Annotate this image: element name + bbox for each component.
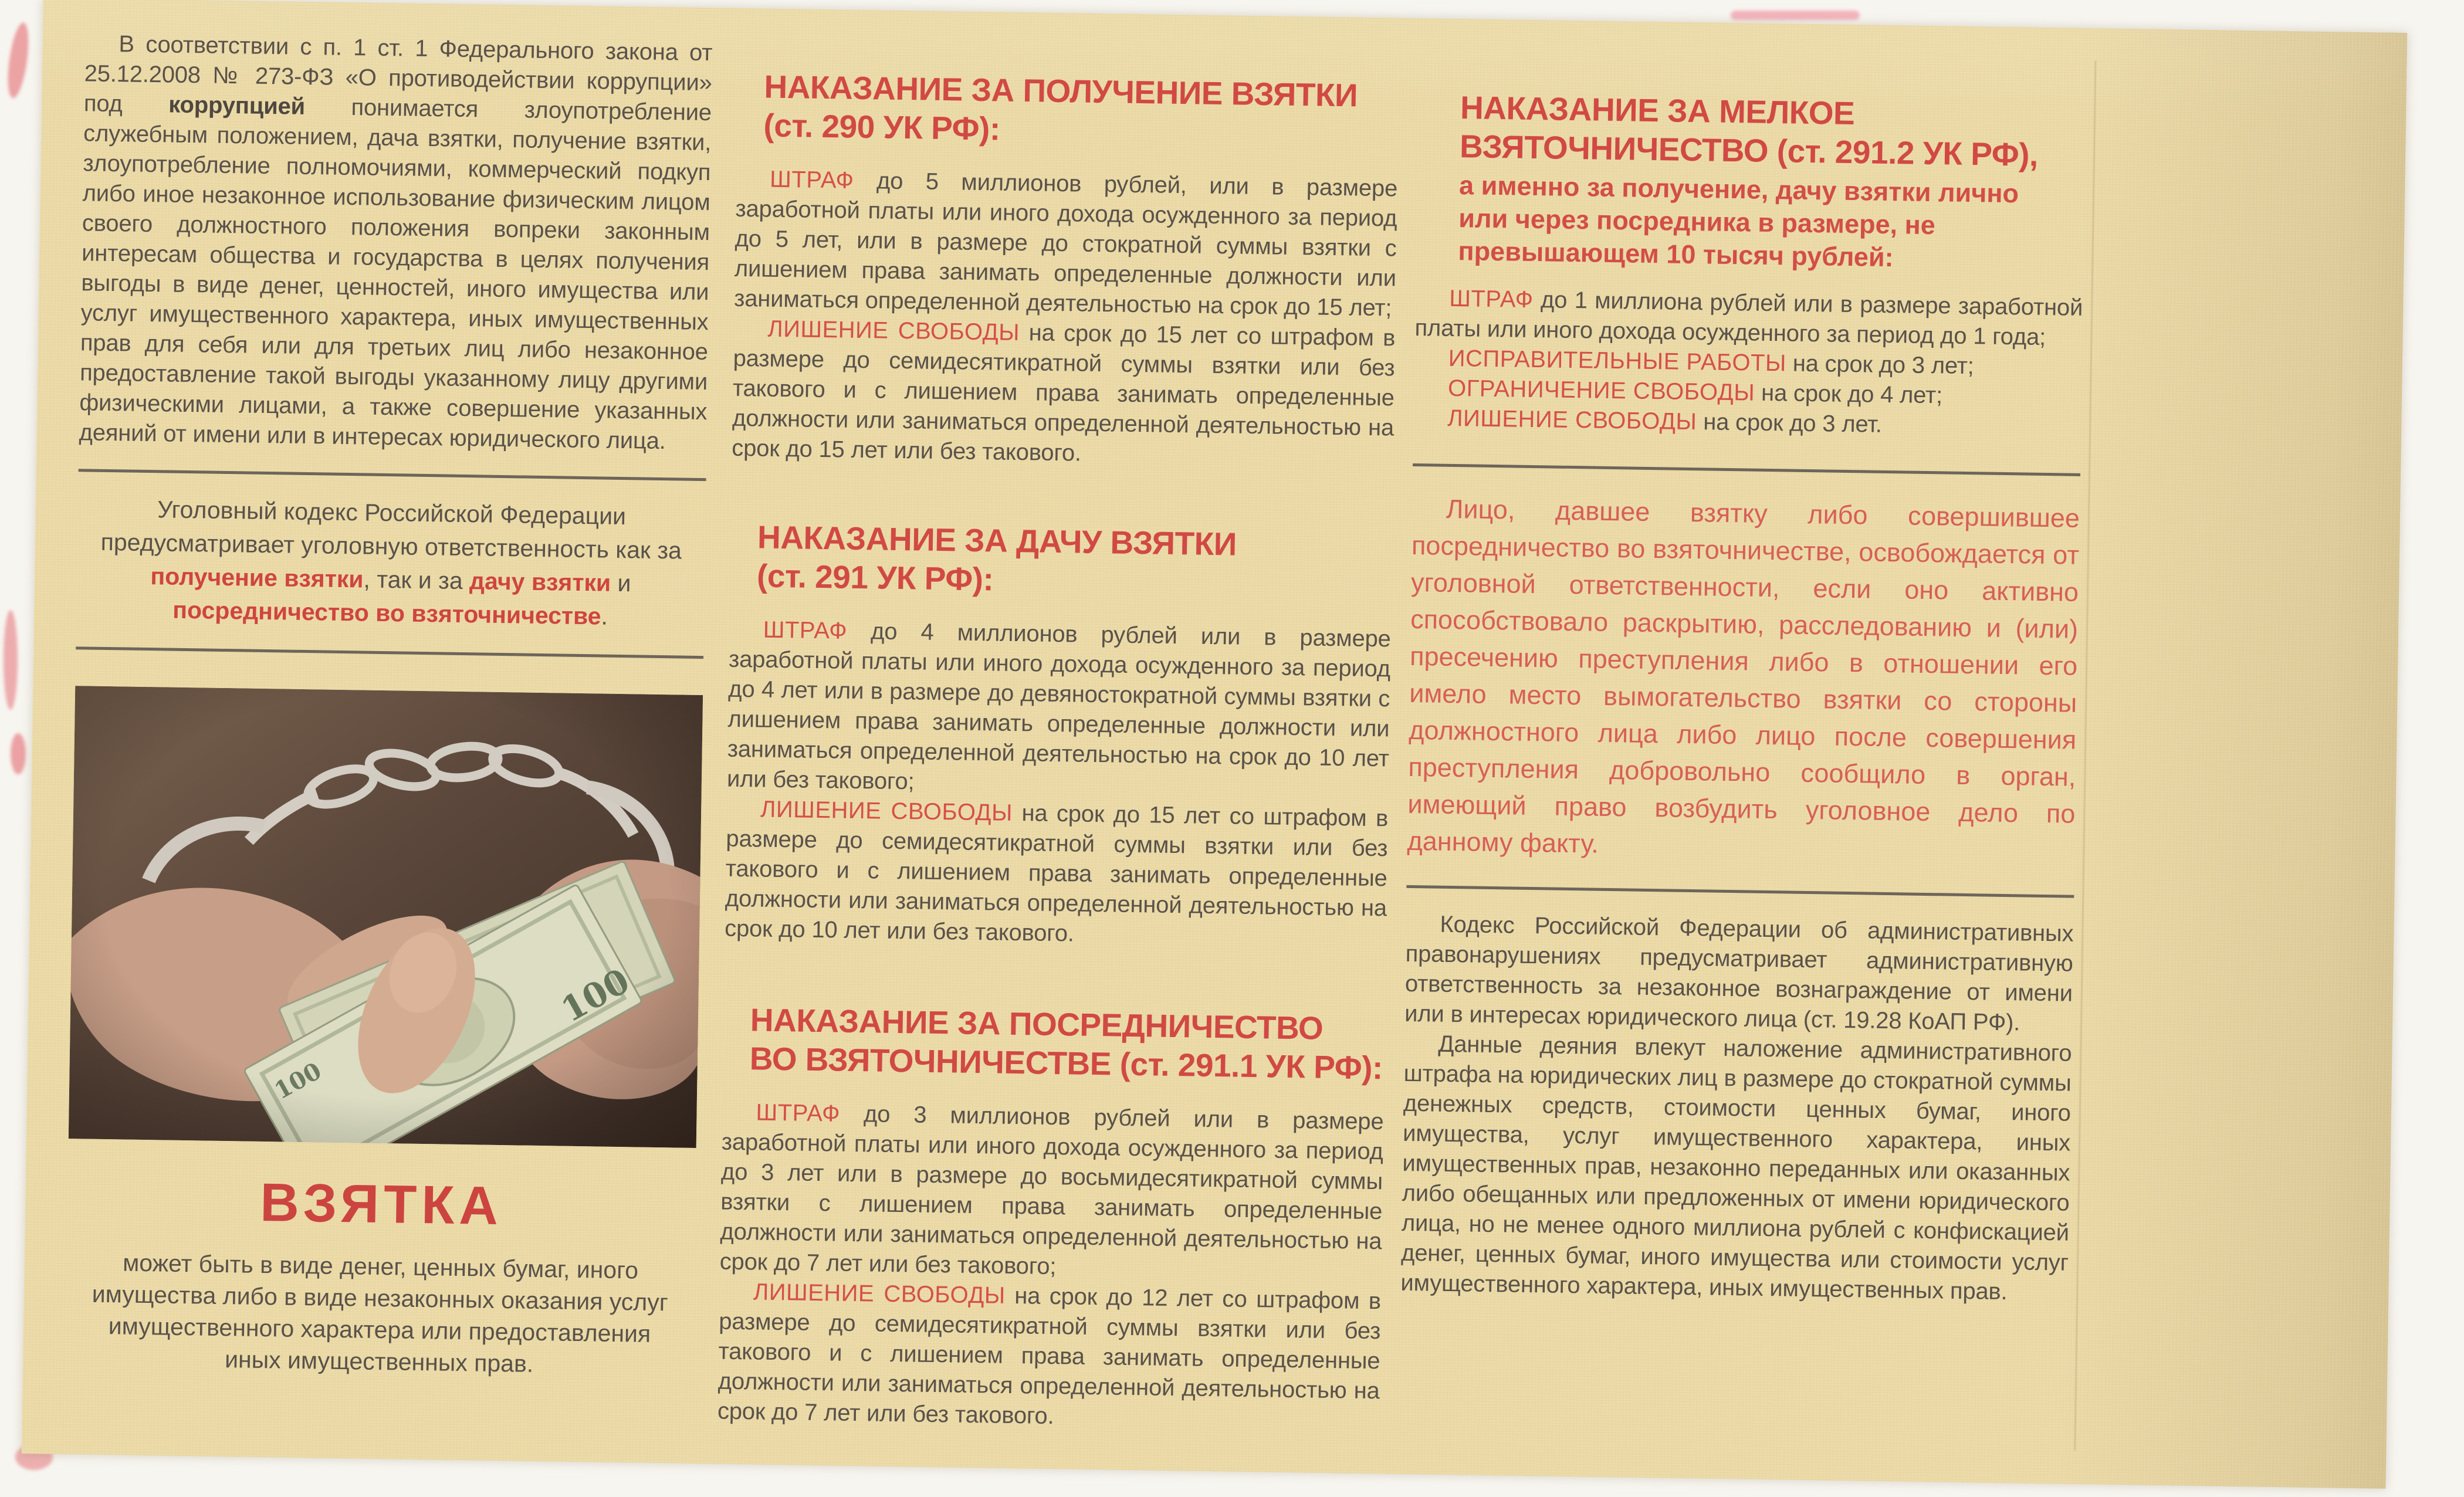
penalty-lead: ИСПРАВИТЕЛЬНЫЕ РАБОТЫ xyxy=(1448,345,1787,377)
divider xyxy=(1406,885,2074,898)
brochure-page xyxy=(22,0,2407,1489)
penalty-text: до 5 миллионов рублей, или в размере заработной платы или иного дохода осужденного за период до 5 лет, или в размере до стократной суммы взятки с лишением права занимать определенные должности или заниматься определенной деятельностью на срок до 15 лет; xyxy=(733,167,1398,321)
penalty-lead: ШТРАФ xyxy=(769,166,854,194)
bribe-heading: ВЗЯТКА xyxy=(259,1172,503,1237)
liability-release-note: Лицо, давшее взятку либо совершившее посредничество во взяточничестве, освобождается от уголовной ответственности, если оно активно способствовало раскрытию, расследованию и (или) пресечению преступления либо в отношении его имело место вымогательство взятки со стороны должностного лица либо лицо после совершения преступления добровольно сообщило в орган, имеющий право возбудить уголовное дело по данному факту. xyxy=(1407,493,2080,859)
penalty-text: до 4 миллионов рублей или в размере заработной платы или иного дохода осужденного за период до 4 лет или в размере до девяностократной суммы взятки с лишением права занимать определенные должности или заниматься определенной деятельностью на срок до 10 лет или без такового; xyxy=(726,618,1391,795)
penalty-lead: ШТРАФ xyxy=(763,617,848,644)
section-petty-bribery xyxy=(1413,87,2086,443)
text-segment: дачу взятки xyxy=(469,567,611,597)
penalty-lead: ЛИШЕНИЕ СВОБОДЫ xyxy=(760,796,1013,826)
section-title: НАКАЗАНИЕ ЗА ДАЧУ ВЗЯТКИ xyxy=(757,519,1237,563)
penalty-text: на срок до 3 лет. xyxy=(1697,409,1883,438)
scan-smudge xyxy=(4,610,18,710)
penalty-lead: ЛИШЕНИЕ СВОБОДЫ xyxy=(767,316,1020,346)
penalty-lead: ОГРАНИЧЕНИЕ СВОБОДЫ xyxy=(1447,375,1755,406)
section-title-article: ВЗЯТОЧНИЧЕСТВО (ст. 291.2 УК РФ), xyxy=(1459,128,2039,173)
criminal-code-note xyxy=(76,492,706,635)
penalty-text: на срок до 15 лет со штрафом в размере до семидесятикратной суммы взятки или без такового и с лишением права занимать определенные должности или заниматься определенной деятельностью на срок до 10 лет или без такового. xyxy=(724,800,1389,947)
scan-smudge xyxy=(11,733,26,774)
penalty-lead: ЛИШЕНИЕ СВОБОДЫ xyxy=(1447,405,1697,435)
text-segment: , так и за xyxy=(363,565,470,595)
penalty-paragraph xyxy=(732,314,1396,473)
penalty-text: на срок до 12 лет со штрафом в размере до семидесятикратной суммы взятки или без такового и с лишением права занимать определенные должности или заниматься определенной деятельностью на срок до 7 лет или без такового. xyxy=(717,1282,1382,1430)
section-title: НАКАЗАНИЕ ЗА ПОЛУЧЕНИЕ ВЗЯТКИ xyxy=(764,68,1358,114)
section-title-article: (ст. 291 УК РФ): xyxy=(756,557,994,598)
text-segment: и xyxy=(610,569,638,597)
handcuffs-money-photo xyxy=(69,686,703,1148)
penalty-paragraph xyxy=(717,1277,1382,1437)
koap-paragraph: Кодекс Российской Федерации об административных правонарушениях предусматривает административную ответственность за незаконное вознаграждение от имени или в интересах юридического лица (ст. 19.28 КоАП РФ). xyxy=(1404,911,2074,1036)
section-bribe-taking xyxy=(732,67,1399,473)
right-column xyxy=(1400,87,2086,1308)
bribe-definition: может быть в виде денег, ценных бумаг, иного имущества либо в виде незаконных оказания услуг имущественного характера или предоставления иных имущественных прав. xyxy=(92,1249,669,1377)
penalty-text: до 3 миллионов рублей или в размере заработной платы или иного дохода осужденного за период до 3 лет или в размере до восьмидесятикратной суммы взятки с лишением права занимать определенные должности или заниматься определенной деятельностью на срок до 7 лет или без такового; xyxy=(719,1100,1384,1280)
penalty-text: до 1 миллиона рублей или в размере заработной платы или иного дохода осужденного за период до 1 года; xyxy=(1414,286,2083,350)
penalty-text: на срок до 15 лет со штрафом в размере до семидесятикратной суммы взятки или без такового и с лишением права занимать определенные должности или заниматься определенной деятельностью на срок до 15 лет или без такового. xyxy=(732,320,1396,466)
penalty-lead: ШТРАФ xyxy=(756,1099,841,1127)
middle-column xyxy=(717,67,1399,1436)
penalty-paragraph xyxy=(734,164,1398,324)
section-bribery-mediation xyxy=(717,1000,1386,1437)
text-segment: посредничество во взяточничестве xyxy=(172,596,601,630)
text-segment: коррупцией xyxy=(168,92,306,120)
scan-streak xyxy=(1731,11,1860,20)
text-segment: понимается злоупотребление служебным положением, дача взятки, получение взятки, злоупотребление полномочиями, коммерческий подкуп либо иное незаконное использование физическим лицом своего должностного положения вопреки законным интересам общества и государства в целях получения выгоды в виде денег, ценностей, иного имущества или услуг имущественного характера, иных имущественных прав для себя или для третьих лиц либо незаконное предоставление такой выгоды указанному лицу другими физическими лицами, а также совершение указанных деяний от имени или в интересах юридического лица. xyxy=(79,93,719,455)
penalty-lead: ЛИШЕНИЕ СВОБОДЫ xyxy=(753,1279,1006,1309)
scan-smudge xyxy=(4,22,32,100)
divider xyxy=(79,469,706,481)
penalty-paragraph xyxy=(727,615,1391,804)
section-bribe-giving xyxy=(725,517,1393,954)
penalty-paragraph xyxy=(1414,283,2083,353)
penalty-paragraph xyxy=(719,1098,1383,1287)
section-title-article: (ст. 290 УК РФ): xyxy=(763,107,1001,147)
section-title: НАКАЗАНИЕ ЗА ПОСРЕДНИЧЕСТВО xyxy=(750,1001,1324,1046)
text-segment: получение взятки xyxy=(150,563,364,593)
divider xyxy=(1413,463,2080,476)
penalty-text: на срок до 4 лет; xyxy=(1754,380,1943,409)
koap-paragraph: Данные деяния влекут наложение административного штрафа на юридических лиц в размере до стократной суммы денежных средств, стоимости ценных бумаг, иного имущества, услуг имущественного характера, иных имущественных прав, незаконно переданных или оказанных либо обещанных или предложенных от имени юридического лица, но не менее одного миллиона рублей с конфискацией денег, ценных бумаг, иного имущества или стоимости услуг имущественного характера, иных имущественных прав. xyxy=(1400,1031,2072,1305)
divider xyxy=(76,646,703,659)
corruption-definition-paragraph xyxy=(79,29,719,457)
text-segment: . xyxy=(601,602,608,630)
text-segment: В соответствии с п. 1 ст. 1 Федерального закона от 25.12.2008 № 273-ФЗ «О противодействии коррупции» под xyxy=(83,31,719,118)
petty-bribery-subtitle: а именно за получение, дачу взятки лично или через посредника в размере, не превышающем 10 тысяч рублей: xyxy=(1458,170,2019,273)
section-title-article: ВО ВЗЯТОЧНИЧЕСТВЕ (ст. 291.1 УК РФ): xyxy=(749,1040,1383,1086)
left-column xyxy=(65,29,719,1382)
penalty-lead: ШТРАФ xyxy=(1448,285,1534,313)
penalty-paragraph xyxy=(725,794,1389,954)
section-title: НАКАЗАНИЕ ЗА МЕЛКОЕ xyxy=(1460,89,1855,132)
text-segment: Уголовный кодекс Российской Федерации предусматривает уголовную ответственность как за xyxy=(100,496,689,564)
penalty-text: на срок до 3 лет; xyxy=(1786,350,1974,380)
